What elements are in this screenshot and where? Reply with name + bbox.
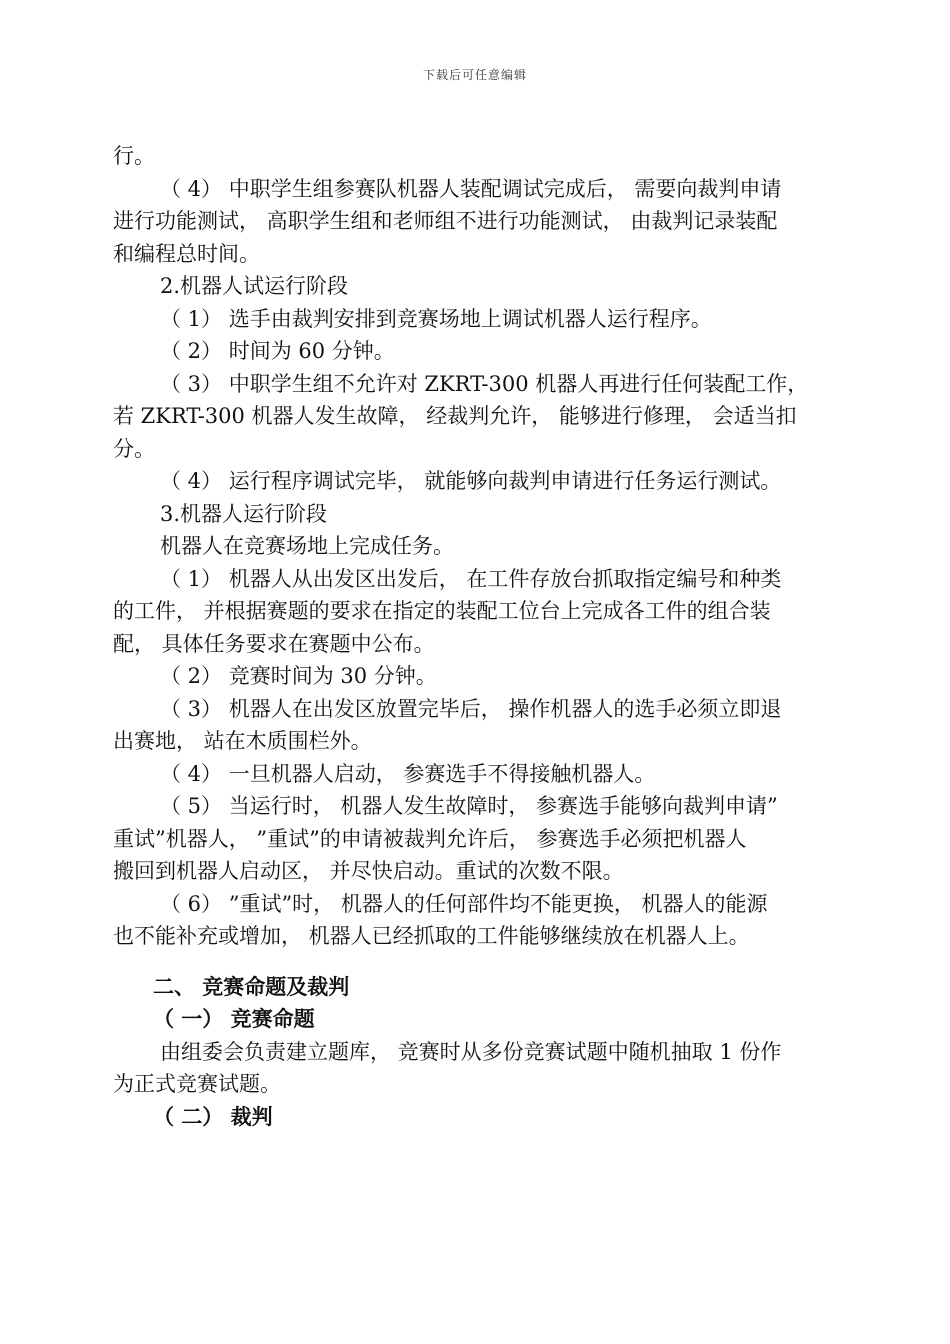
text-line: 配， 具体任务要求在赛题中公布。	[113, 631, 435, 656]
text-line: 机器人在竞赛场地上完成任务。	[160, 534, 454, 558]
text-line: 进行功能测试， 高职学生组和老师组不进行功能测试， 由裁判记录装配	[113, 209, 778, 233]
text-line: （ 4） 一旦机器人启动， 参赛选手不得接触机器人。	[160, 761, 656, 786]
text-line: （ 3） 机器人在出发区放置完毕后， 操作机器人的选手必须立即退	[160, 696, 782, 721]
text-line: 出赛地， 站在木质围栏外。	[113, 729, 372, 753]
subsection-heading-referee: （ 二） 裁判	[153, 1104, 273, 1129]
text-line: 也不能补充或增加， 机器人已经抓取的工件能够继续放在机器人上。	[113, 924, 750, 948]
text-line: （ 4） 运行程序调试完毕， 就能够向裁判申请进行任务运行测试。	[160, 469, 782, 493]
text-line: （ 2） 竞赛时间为 30 分钟。	[160, 664, 437, 688]
text-line: （ 2） 时间为 60 分钟。	[160, 339, 395, 363]
text-line: （ 4） 中职学生组参赛队机器人装配调试完成后， 需要向裁判申请	[160, 176, 782, 201]
text-line: （ 1） 机器人从出发区出发后， 在工件存放台抓取指定编号和种类	[160, 566, 782, 591]
subsection-heading-proposition: （ 一） 竞赛命题	[153, 1007, 315, 1031]
subsection-heading: 3.机器人运行阶段	[160, 501, 328, 526]
text-line: （ 6） ”重试”时， 机器人的任何部件均不能更换， 机器人的能源	[160, 891, 768, 916]
text-line: 行。	[113, 144, 155, 168]
section-spacer	[113, 953, 838, 971]
subsection-heading: 2.机器人试运行阶段	[160, 274, 349, 298]
text-line: 由组委会负责建立题库， 竞赛时从多份竞赛试题中随机抽取 1 份作	[160, 1039, 782, 1064]
text-line: （ 1） 选手由裁判安排到竞赛场地上调试机器人运行程序。	[160, 306, 712, 331]
text-line: 重试”机器人， ”重试”的申请被裁判允许后， 参赛选手必须把机器人	[113, 826, 747, 851]
text-line: 和编程总时间。	[113, 241, 260, 266]
text-line: 搬回到机器人启动区， 并尽快启动。重试的次数不限。	[113, 859, 624, 883]
text-line: 分。	[113, 436, 155, 461]
section-heading: 二、 竞赛命题及裁判	[153, 974, 350, 999]
text-line: 为正式竞赛试题。	[113, 1072, 281, 1096]
document-body	[113, 140, 838, 1133]
text-line: 若 ZKRT-300 机器人发生故障， 经裁判允许， 能够进行修理， 会适当扣	[113, 404, 797, 428]
text-line: （ 3） 中职学生组不允许对 ZKRT-300 机器人再进行任何装配工作，	[160, 371, 809, 396]
page-header: 下载后可任意编辑	[422, 68, 527, 82]
text-line: （ 5） 当运行时， 机器人发生故障时， 参赛选手能够向裁判申请”	[160, 794, 778, 818]
text-line: 的工件， 并根据赛题的要求在指定的装配工位台上完成各工件的组合装	[113, 599, 771, 623]
